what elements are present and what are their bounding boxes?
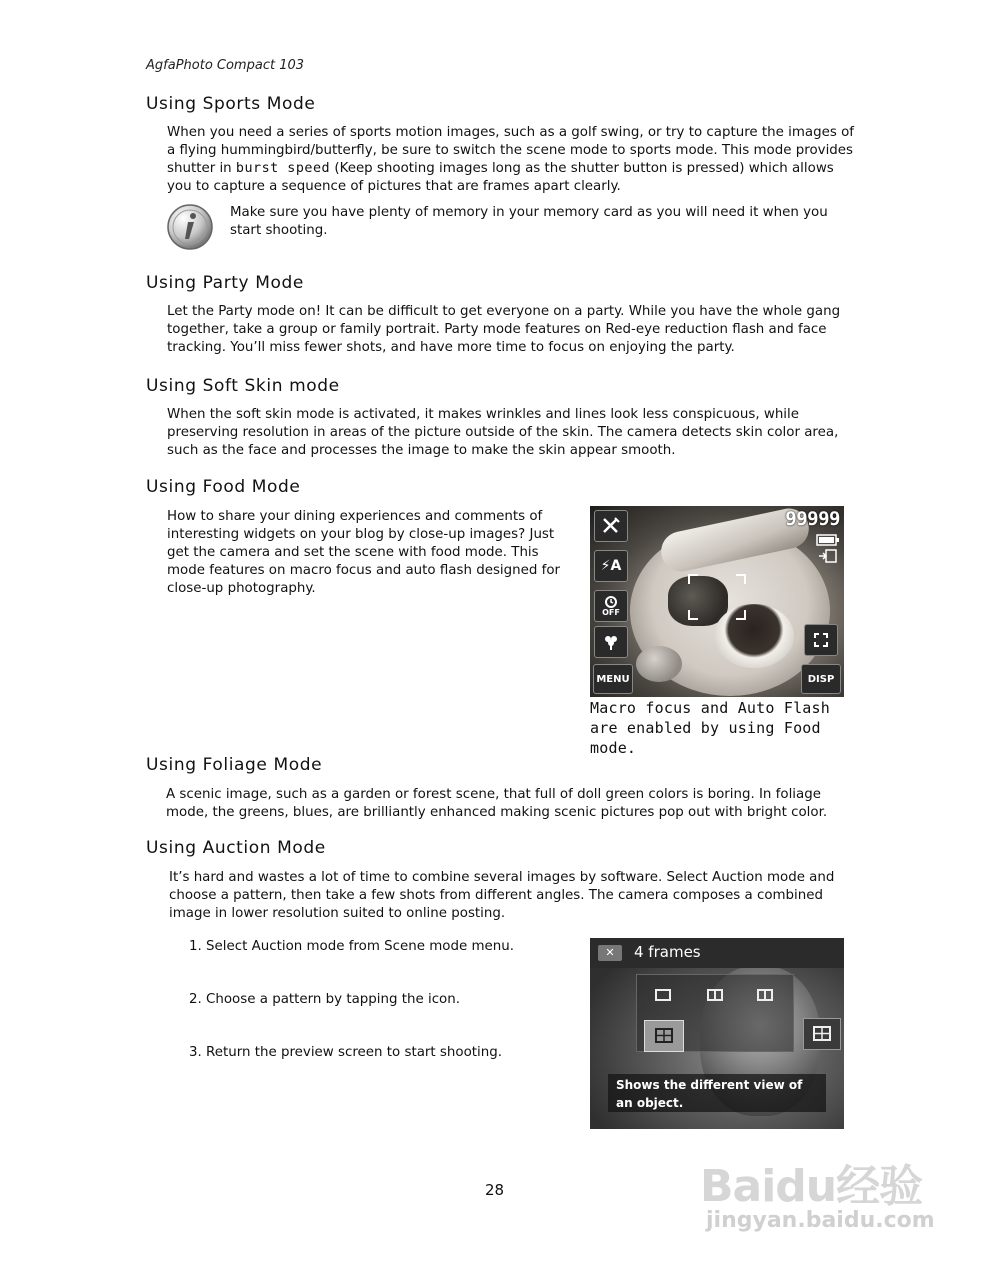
- focus-bracket-bl: [688, 610, 698, 620]
- focus-bracket-tr: [736, 574, 746, 584]
- flash-auto-icon[interactable]: ⚡A: [594, 550, 628, 582]
- paragraph-foliage-mode: A scenic image, such as a garden or forest scene, that full of doll green colors is boring. In foliage mode, the greens, blues, are brilliantly enhanced making scenic pictures pop out with bright color.: [166, 787, 828, 820]
- focus-bracket-tl: [688, 574, 698, 584]
- heading-auction-mode: Using Auction Mode: [146, 838, 326, 858]
- pattern-three-split-icon[interactable]: [757, 989, 773, 1001]
- macro-flower-icon[interactable]: [594, 626, 628, 658]
- auction-step: 3. Return the preview screen to start shooting.: [189, 1045, 502, 1060]
- pattern-four-grid-selected[interactable]: [644, 1020, 684, 1052]
- sports-note: Make sure you have plenty of memory in your memory card as you will need it when you start shooting.: [230, 205, 828, 238]
- paragraph-sports-mode: [167, 124, 857, 196]
- pattern-tooltip: Shows the different view of an object.: [608, 1074, 826, 1112]
- heading-foliage-mode: Using Foliage Mode: [146, 755, 323, 775]
- document-header: AgfaPhoto Compact 103: [146, 58, 305, 73]
- page-number: 28: [484, 1181, 505, 1199]
- sports-text-a: When you need a series of sports motion images, such as a golf swing, or try to capture the images of a flying hummingbird/butterfly, be sure to switch the scene mode to sports mode. This mode provides shutter in: [167, 125, 855, 176]
- pattern-single-icon[interactable]: [655, 989, 671, 1001]
- self-timer-icon[interactable]: [594, 590, 628, 622]
- baidu-watermark-url: jingyan.baidu.com: [706, 1208, 935, 1233]
- disp-button[interactable]: DISP: [801, 664, 841, 694]
- paragraph-food-mode: How to share your dining experiences and comments of interesting widgets on your blog by close-up images? Just get the camera and set the scene with food mode. This mode features on macro focus and auto flash designed for close-up photography.: [167, 509, 561, 596]
- sports-text-burst: burst speed: [235, 161, 331, 176]
- camera-food-screenshot: [590, 506, 844, 697]
- info-icon: [166, 203, 214, 251]
- storage-card-icon: [818, 548, 838, 567]
- food-mode-icon[interactable]: [594, 510, 628, 542]
- heading-sports-mode: Using Sports Mode: [146, 94, 316, 114]
- food-sauce-bowl: [714, 604, 794, 668]
- baidu-watermark: Baidu经验: [700, 1161, 923, 1212]
- frames-title: 4 frames: [634, 943, 701, 961]
- focus-bracket-br: [736, 610, 746, 620]
- menu-button[interactable]: MENU: [593, 664, 633, 694]
- paragraph-soft-skin-mode: When the soft skin mode is activated, it makes wrinkles and lines look less conspicuous, while preserving resolution in areas of the picture outside of the skin. The camera detects skin color area, such as the face and processes the image to make the skin appear smooth.: [167, 407, 839, 458]
- fullscreen-icon[interactable]: [804, 624, 838, 656]
- auction-top-bar: [590, 938, 844, 968]
- self-timer-label: OFF: [602, 607, 620, 617]
- grid-view-icon[interactable]: [803, 1018, 841, 1050]
- heading-party-mode: Using Party Mode: [146, 273, 304, 293]
- auction-step: 1. Select Auction mode from Scene mode menu.: [189, 939, 514, 954]
- heading-soft-skin-mode: Using Soft Skin mode: [146, 376, 340, 396]
- paragraph-auction-mode: It’s hard and wastes a lot of time to combine several images by software. Select Auction mode and choose a pattern, then take a few shots from different angles. The camera composes a combined image in lower resolution suited to online posting.: [169, 870, 835, 921]
- camera-auction-screenshot: [590, 938, 844, 1129]
- food-caption: Macro focus and Auto Flash are enabled by using Food mode.: [590, 699, 830, 757]
- sports-text-b: (Keep shooting images long as the shutter button is pressed) which allows you to capture a sequence of pictures that are frames apart clearly.: [167, 161, 834, 194]
- pattern-two-split-icon[interactable]: [707, 989, 723, 1001]
- auction-step: 2. Choose a pattern by tapping the icon.: [189, 992, 460, 1007]
- paragraph-party-mode: Let the Party mode on! It can be difficult to get everyone on a party. While you have the whole gang together, take a group or family portrait. Party mode features on Red-eye reduction flash and face tracking. You’ll miss fewer shots, and have more time to focus on enjoying the party.: [167, 304, 841, 355]
- heading-food-mode: Using Food Mode: [146, 477, 301, 497]
- food-tomato: [636, 646, 682, 682]
- close-button[interactable]: ✕: [598, 945, 622, 961]
- shot-count: 99999: [785, 508, 840, 530]
